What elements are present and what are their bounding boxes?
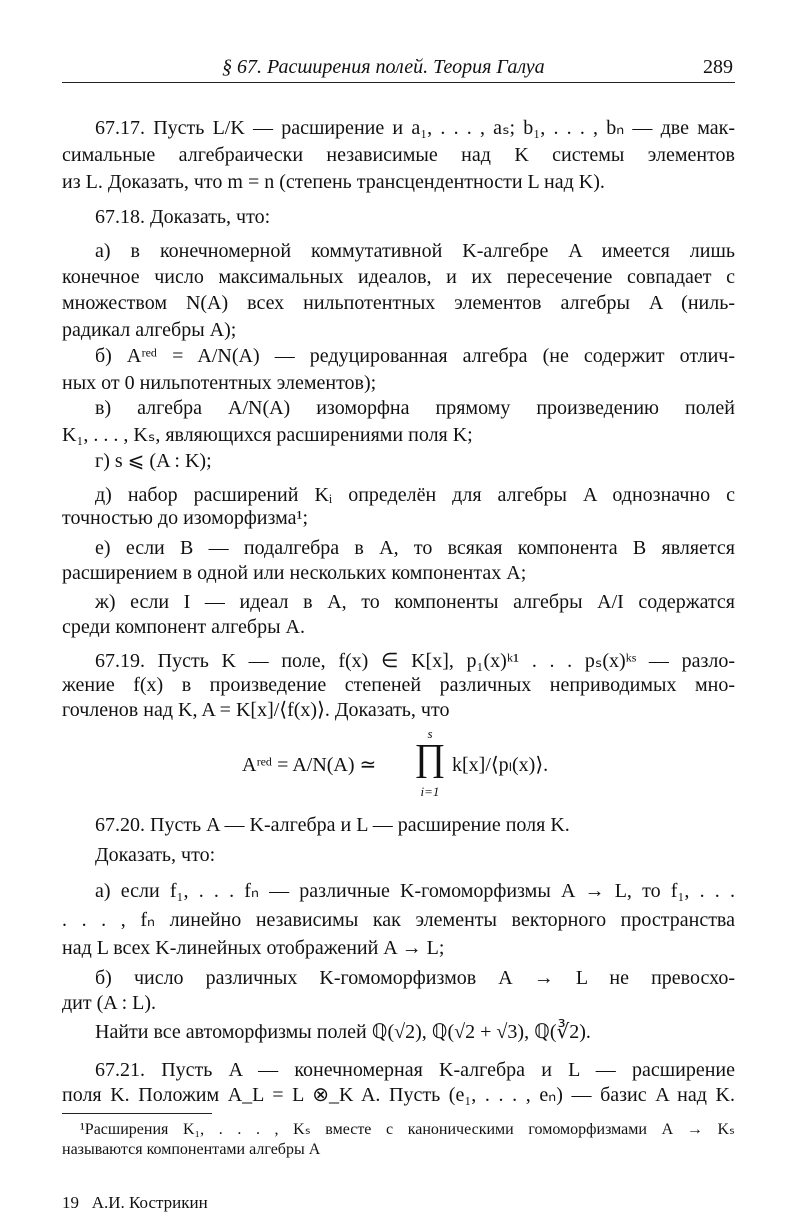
header-rule: [62, 82, 735, 83]
text-line: из L. Доказать, что m = n (степень трансцендентности L над K).: [62, 171, 605, 193]
text-line: ж) если I — идеал в A, то компоненты алгебры A/I содержатся: [95, 591, 735, 613]
page-number: 289: [703, 56, 733, 78]
product-lower-limit: i=1: [420, 784, 440, 799]
text-line: радикал алгебры A);: [62, 319, 237, 341]
text-line: расширением в одной или нескольких компонентах A;: [62, 562, 527, 584]
text-line: г) s ⩽ (A : K);: [95, 450, 212, 472]
formula-left: Aʳᵉᵈ = A/N(A) ≃: [242, 754, 377, 776]
footnote-line: ¹Расширения K₁, . . . , Kₛ вместе с каноническими гомоморфизмами A → Kₛ: [80, 1121, 735, 1138]
text-line: 67.21. Пусть A — конечномерная K-алгебра и L — расширение: [95, 1059, 735, 1081]
text-line: 67.18. Доказать, что:: [95, 206, 271, 228]
footnote-rule: [62, 1113, 212, 1114]
text-line: 67.19. Пусть K — поле, f(x) ∈ K[x], p₁(x)ᵏ¹ . . . pₛ(x)ᵏˢ — разло-: [95, 650, 735, 672]
product-symbol: ∏: [414, 737, 446, 779]
text-line: е) если B — подалгебра в A, то всякая компонента B является: [95, 537, 735, 559]
text-line: точностью до изоморфизма¹;: [62, 507, 309, 529]
text-line: а) если f₁, . . . fₙ — различные K-гомоморфизмы A → L, то f₁, . . .: [95, 880, 735, 902]
formula-right: k[x]/⟨pₗ(x)⟩.: [452, 754, 549, 776]
text-line: 67.20. Пусть A — K-алгебра и L — расширение поля K.: [95, 814, 570, 836]
footnote-line: называются компонентами алгебры A: [62, 1141, 321, 1158]
text-line: среди компонент алгебры A.: [62, 616, 305, 638]
text-line: . . . , fₙ линейно независимы как элементы векторного пространства: [62, 909, 735, 931]
text-line: жение f(x) в произведение степеней различных неприводимых мно-: [62, 674, 735, 696]
text-line: б) число различных K-гомоморфизмов A → L не превосхо-: [95, 967, 735, 989]
text-line: Найти все автоморфизмы полей ℚ(√2), ℚ(√2 + √3), ℚ(∛2).: [95, 1021, 591, 1043]
text-line: над L всех K-линейных отображений A → L;: [62, 937, 445, 959]
text-line: симальные алгебраически независимые над K системы элементов: [62, 144, 735, 166]
product-upper-limit: s: [427, 726, 433, 741]
text-line: поля K. Положим A_L = L ⊗_K A. Пусть (e₁, . . . , eₙ) — базис A над K.: [62, 1084, 735, 1106]
text-line: множеством N(A) всех нильпотентных элементов алгебры A (ниль-: [62, 292, 735, 314]
page-footer: 19 А.И. Кострикин: [62, 1193, 208, 1212]
text-line: гочленов над K, A = K[x]/⟨f(x)⟩. Доказать, что: [62, 699, 450, 721]
text-line: K₁, . . . , Kₛ, являющихся расширениями поля K;: [62, 424, 473, 446]
running-header-title: § 67. Расширения полей. Теория Галуа: [222, 56, 545, 78]
text-line: Доказать, что:: [95, 844, 216, 866]
text-line: ных от 0 нильпотентных элементов);: [62, 372, 377, 394]
text-line: конечное число максимальных идеалов, и их пересечение совпадает с: [62, 266, 735, 288]
text-line: в) алгебра A/N(A) изоморфна прямому произведению полей: [95, 397, 735, 419]
text-line: дит (A : L).: [62, 992, 157, 1014]
text-line: д) набор расширений Kᵢ определён для алгебры A однозначно с: [95, 484, 735, 506]
text-line: а) в конечномерной коммутативной K-алгебре A имеется лишь: [95, 240, 735, 262]
text-line: 67.17. Пусть L/K — расширение и a₁, . . . , aₛ; b₁, . . . , bₙ — две мак-: [95, 117, 735, 139]
text-line: б) Aʳᵉᵈ = A/N(A) — редуцированная алгебра (не содержит отлич-: [95, 345, 735, 367]
